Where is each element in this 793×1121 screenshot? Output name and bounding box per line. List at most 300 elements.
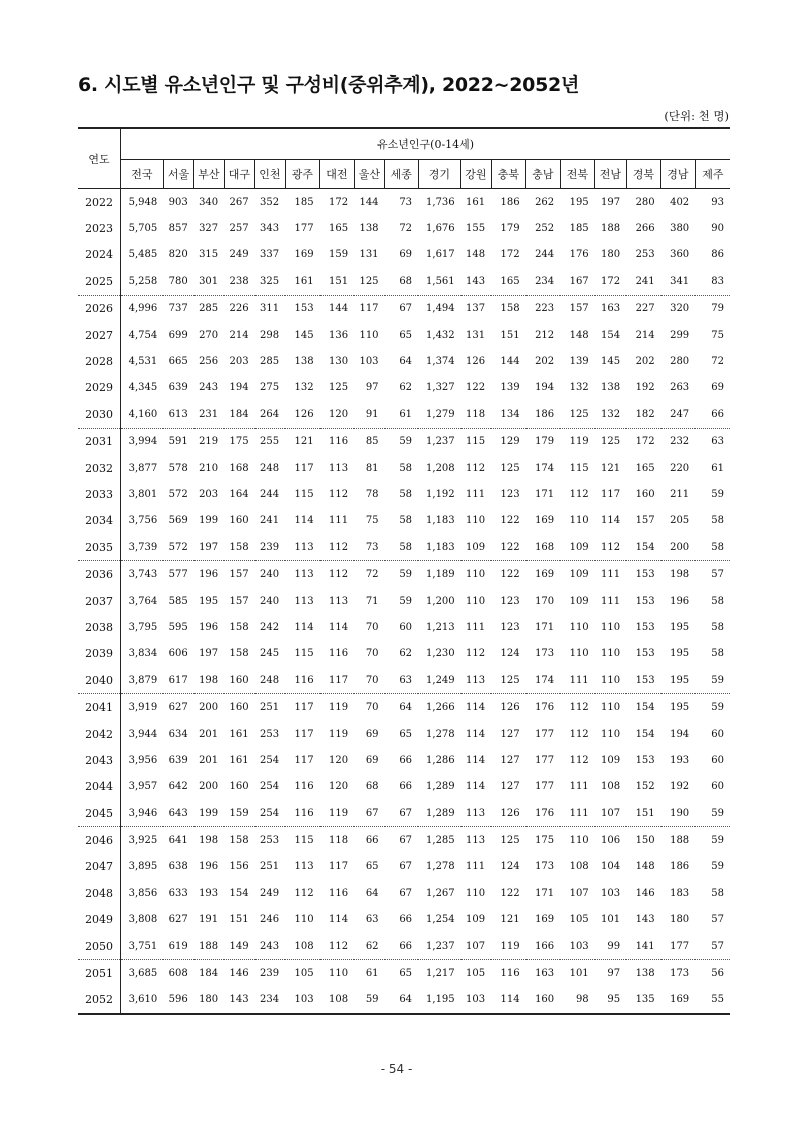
value-cell: 59 [695,694,730,721]
value-cell: 231 [199,408,219,420]
value-cell: 161 [466,196,486,208]
value-cell: 103 [285,987,320,1014]
value-cell: 111 [601,595,621,607]
region-header: 서울 [163,160,193,189]
value-cell: 197 [601,196,621,208]
value-cell: 66 [399,914,413,926]
value-cell: 175 [224,428,254,455]
table-row [78,747,730,773]
value-cell: 158 [491,295,526,322]
value-cell: 1,278 [426,861,455,873]
value-cell: 199 [199,807,219,819]
value-cell: 239 [255,960,285,987]
value-cell: 253 [255,827,285,854]
value-cell: 110 [294,914,314,926]
value-cell: 59 [711,861,724,873]
year-cell: 2025 [78,268,121,295]
value-cell: 85 [354,428,384,455]
value-cell: 219 [194,428,224,455]
value-cell: 340 [199,196,219,208]
value-cell: 160 [229,674,249,686]
value-cell: 1,432 [426,329,455,341]
value-cell: 59 [399,595,413,607]
value-cell: 275 [259,382,280,394]
table-row [78,242,730,268]
value-cell: 157 [224,561,254,588]
value-cell: 158 [229,621,249,633]
year-header: 연도 [78,128,121,189]
year-cell: 2047 [78,854,121,880]
value-cell: 606 [168,648,188,660]
value-cell: 595 [168,621,188,633]
value-cell: 257 [229,223,249,235]
value-cell: 158 [229,541,249,553]
value-cell: 58 [399,515,413,527]
value-cell: 1,617 [426,249,455,261]
value-cell: 285 [259,356,280,368]
value-cell: 114 [601,515,621,527]
value-cell: 195 [199,595,219,607]
value-cell: 126 [466,356,486,368]
value-cell: 112 [329,541,349,553]
value-cell: 1,374 [426,356,455,368]
value-cell: 177 [535,728,555,740]
value-cell: 179 [526,428,561,455]
year-cell: 2039 [78,641,121,667]
value-cell: 116 [491,960,526,987]
year-cell: 2038 [78,614,121,640]
value-cell: 197 [199,648,219,660]
value-cell: 188 [199,940,219,952]
value-cell: 285 [194,295,224,322]
value-cell: 196 [199,621,219,633]
value-cell: 617 [168,674,188,686]
value-cell: 241 [635,275,655,287]
value-cell: 619 [168,940,188,952]
value-cell: 737 [163,295,193,322]
year-cell: 2044 [78,774,121,800]
value-cell: 634 [168,728,188,740]
table-row [78,534,730,561]
year-cell: 2045 [78,800,121,827]
value-cell: 63 [365,914,379,926]
value-cell: 280 [670,356,690,368]
table-row [78,907,730,933]
value-cell: 58 [711,595,724,607]
table-row [78,960,730,987]
value-cell: 220 [670,462,690,474]
value-cell: 256 [199,356,219,368]
value-cell: 175 [526,827,561,854]
value-cell: 1,267 [426,887,455,899]
year-cell: 2022 [78,189,121,216]
value-cell: 124 [500,861,520,873]
table-row [78,774,730,800]
value-cell: 103 [569,940,589,952]
value-cell: 66 [354,827,384,854]
region-header: 경남 [661,160,696,189]
table-row [78,561,730,588]
value-cell: 251 [259,861,280,873]
value-cell: 68 [399,275,413,287]
value-cell: 95 [595,987,626,1014]
value-cell: 153 [635,754,655,766]
value-cell: 114 [491,987,526,1014]
value-cell: 145 [294,329,314,341]
value-cell: 58 [711,541,724,553]
table-row [78,375,730,401]
value-cell: 118 [320,827,355,854]
value-cell: 67 [385,827,419,854]
region-header: 전북 [560,160,595,189]
table-row [78,694,730,721]
value-cell: 184 [229,408,249,420]
value-cell: 186 [500,196,520,208]
value-cell: 122 [500,515,520,527]
value-cell: 120 [329,754,349,766]
value-cell: 170 [535,595,555,607]
value-cell: 105 [461,960,491,987]
value-cell: 157 [635,515,655,527]
value-cell: 154 [601,329,621,341]
value-cell: 152 [635,781,655,793]
value-cell: 820 [168,249,188,261]
value-cell: 132 [294,382,314,394]
value-cell: 3,856 [128,887,158,899]
value-cell: 173 [535,861,555,873]
value-cell: 103 [359,356,379,368]
value-cell: 4,160 [128,408,158,420]
year-cell: 2040 [78,667,121,694]
region-header: 충북 [491,160,526,189]
value-cell: 68 [365,781,379,793]
value-cell: 254 [259,807,280,819]
value-cell: 195 [569,196,589,208]
value-cell: 613 [168,408,188,420]
value-cell: 3,764 [128,595,158,607]
value-cell: 4,345 [128,382,158,394]
value-cell: 125 [359,275,379,287]
value-cell: 110 [569,515,589,527]
value-cell: 201 [199,728,219,740]
value-cell: 109 [466,914,486,926]
value-cell: 153 [626,561,661,588]
value-cell: 168 [535,541,555,553]
value-cell: 111 [569,674,589,686]
value-cell: 267 [229,196,249,208]
value-cell: 73 [365,541,379,553]
value-cell: 108 [294,940,314,952]
value-cell: 171 [535,488,555,500]
value-cell: 169 [535,914,555,926]
value-cell: 59 [711,674,724,686]
value-cell: 243 [259,940,280,952]
value-cell: 3,743 [121,561,164,588]
region-header: 전국 [121,160,164,189]
value-cell: 72 [711,356,724,368]
value-cell: 109 [466,541,486,553]
value-cell: 112 [601,541,621,553]
value-cell: 247 [670,408,690,420]
year-cell: 2042 [78,721,121,747]
value-cell: 3,944 [128,728,158,740]
value-cell: 172 [626,428,661,455]
value-cell: 109 [560,561,595,588]
table-row [78,401,730,428]
value-cell: 113 [294,595,314,607]
value-cell: 205 [670,515,690,527]
value-cell: 198 [661,561,696,588]
value-cell: 59 [385,561,419,588]
value-cell: 171 [535,621,555,633]
value-cell: 112 [569,754,589,766]
value-cell: 176 [535,807,555,819]
value-cell: 240 [255,561,285,588]
value-cell: 188 [601,223,621,235]
value-cell: 117 [329,861,349,873]
value-cell: 101 [601,914,621,926]
value-cell: 3,919 [121,694,164,721]
value-cell: 153 [635,674,655,686]
table-row [78,481,730,507]
year-cell: 2031 [78,428,121,455]
value-cell: 177 [535,754,555,766]
value-cell: 70 [354,694,384,721]
value-cell: 83 [711,275,724,287]
value-cell: 315 [199,249,219,261]
value-cell: 161 [229,754,249,766]
value-cell: 3,610 [121,987,164,1014]
value-cell: 138 [626,960,661,987]
value-cell: 3,808 [128,914,158,926]
value-cell: 185 [294,196,314,208]
value-cell: 119 [560,428,595,455]
value-cell: 223 [526,295,561,322]
value-cell: 183 [670,887,690,899]
year-cell: 2046 [78,827,121,854]
value-cell: 234 [535,275,555,287]
value-cell: 125 [500,462,520,474]
value-cell: 627 [163,694,193,721]
value-cell: 110 [601,621,621,633]
value-cell: 1,183 [426,515,455,527]
value-cell: 55 [695,987,730,1014]
value-cell: 1,213 [426,621,455,633]
value-cell: 172 [329,196,349,208]
value-cell: 125 [595,428,626,455]
value-cell: 3,877 [128,462,158,474]
value-cell: 298 [259,329,280,341]
value-cell: 145 [601,356,621,368]
value-cell: 114 [466,728,486,740]
value-cell: 113 [294,541,314,553]
value-cell: 166 [535,940,555,952]
table-row [78,268,730,295]
value-cell: 301 [199,275,219,287]
value-cell: 176 [569,249,589,261]
value-cell: 246 [259,914,280,926]
value-cell: 121 [285,428,320,455]
value-cell: 67 [399,887,413,899]
value-cell: 105 [569,914,589,926]
value-cell: 360 [670,249,690,261]
value-cell: 3,925 [121,827,164,854]
value-cell: 98 [560,987,595,1014]
value-cell: 57 [695,561,730,588]
value-cell: 127 [500,754,520,766]
value-cell: 572 [168,541,188,553]
value-cell: 5,705 [128,223,158,235]
value-cell: 86 [711,249,724,261]
year-cell: 2041 [78,694,121,721]
value-cell: 1,230 [426,648,455,660]
value-cell: 337 [259,249,280,261]
value-cell: 263 [670,382,690,394]
value-cell: 160 [635,488,655,500]
value-cell: 58 [399,541,413,553]
value-cell: 58 [399,488,413,500]
value-cell: 1,189 [418,561,461,588]
value-cell: 117 [285,694,320,721]
value-cell: 169 [294,249,314,261]
value-cell: 58 [399,462,413,474]
value-cell: 136 [329,329,349,341]
value-cell: 115 [285,827,320,854]
value-cell: 110 [569,621,589,633]
value-cell: 179 [500,223,520,235]
value-cell: 249 [229,249,249,261]
value-cell: 177 [670,940,690,952]
value-cell: 114 [294,515,314,527]
value-cell: 127 [500,728,520,740]
value-cell: 194 [535,382,555,394]
region-header-row [78,160,730,189]
value-cell: 65 [399,728,413,740]
value-cell: 101 [560,960,595,987]
value-cell: 180 [670,914,690,926]
year-cell: 2048 [78,880,121,906]
region-header: 경기 [418,160,461,189]
year-cell: 2023 [78,215,121,241]
value-cell: 192 [635,382,655,394]
value-cell: 112 [294,887,314,899]
value-cell: 195 [661,694,696,721]
value-cell: 75 [365,515,379,527]
year-cell: 2051 [78,960,121,987]
value-cell: 596 [163,987,193,1014]
value-cell: 639 [168,382,188,394]
value-cell: 903 [168,196,188,208]
value-cell: 107 [569,887,589,899]
value-cell: 5,948 [128,196,158,208]
value-cell: 105 [285,960,320,987]
value-cell: 58 [711,621,724,633]
value-cell: 195 [670,621,690,633]
value-cell: 110 [560,827,595,854]
value-cell: 139 [569,356,589,368]
value-cell: 242 [259,621,280,633]
value-cell: 1,195 [418,987,461,1014]
value-cell: 780 [168,275,188,287]
value-cell: 120 [329,781,349,793]
year-cell: 2043 [78,747,121,773]
value-cell: 117 [294,728,314,740]
value-cell: 245 [259,648,280,660]
value-cell: 116 [294,807,314,819]
value-cell: 4,996 [121,295,164,322]
value-cell: 1,237 [426,940,455,952]
value-cell: 1,289 [426,807,455,819]
value-cell: 114 [329,621,349,633]
table-row [78,933,730,960]
value-cell: 99 [607,940,621,952]
value-cell: 3,957 [128,781,158,793]
value-cell: 159 [229,807,249,819]
value-cell: 174 [535,674,555,686]
value-cell: 58 [711,515,724,527]
value-cell: 113 [285,561,320,588]
table-row [78,667,730,694]
value-cell: 160 [224,694,254,721]
value-cell: 188 [661,827,696,854]
year-cell: 2049 [78,907,121,933]
year-cell: 2028 [78,348,121,374]
value-cell: 3,795 [128,621,158,633]
value-cell: 232 [661,428,696,455]
value-cell: 113 [466,674,486,686]
value-cell: 158 [229,648,249,660]
value-cell: 154 [626,694,661,721]
value-cell: 60 [399,621,413,633]
value-cell: 90 [711,223,724,235]
value-cell: 1,217 [418,960,461,987]
value-cell: 111 [569,807,589,819]
value-cell: 591 [163,428,193,455]
value-cell: 135 [626,987,661,1014]
value-cell: 122 [466,382,486,394]
value-cell: 1,279 [426,408,455,420]
value-cell: 75 [711,329,724,341]
value-cell: 202 [635,356,655,368]
year-cell: 2030 [78,401,121,428]
value-cell: 146 [224,960,254,987]
value-cell: 577 [163,561,193,588]
value-cell: 110 [466,887,486,899]
value-cell: 214 [229,329,249,341]
value-cell: 134 [500,408,520,420]
value-cell: 106 [595,827,626,854]
value-cell: 111 [466,861,486,873]
value-cell: 59 [354,987,384,1014]
population-table [78,127,730,1015]
value-cell: 65 [385,960,419,987]
table-row [78,588,730,614]
value-cell: 69 [365,728,379,740]
value-cell: 127 [500,781,520,793]
value-cell: 126 [500,807,520,819]
value-cell: 190 [670,807,690,819]
value-cell: 161 [294,275,314,287]
value-cell: 160 [229,781,249,793]
value-cell: 165 [329,223,349,235]
value-cell: 193 [199,887,219,899]
value-cell: 3,685 [121,960,164,987]
value-cell: 69 [711,382,724,394]
value-cell: 111 [466,621,486,633]
value-cell: 699 [168,329,188,341]
value-cell: 153 [635,648,655,660]
value-cell: 253 [259,728,280,740]
